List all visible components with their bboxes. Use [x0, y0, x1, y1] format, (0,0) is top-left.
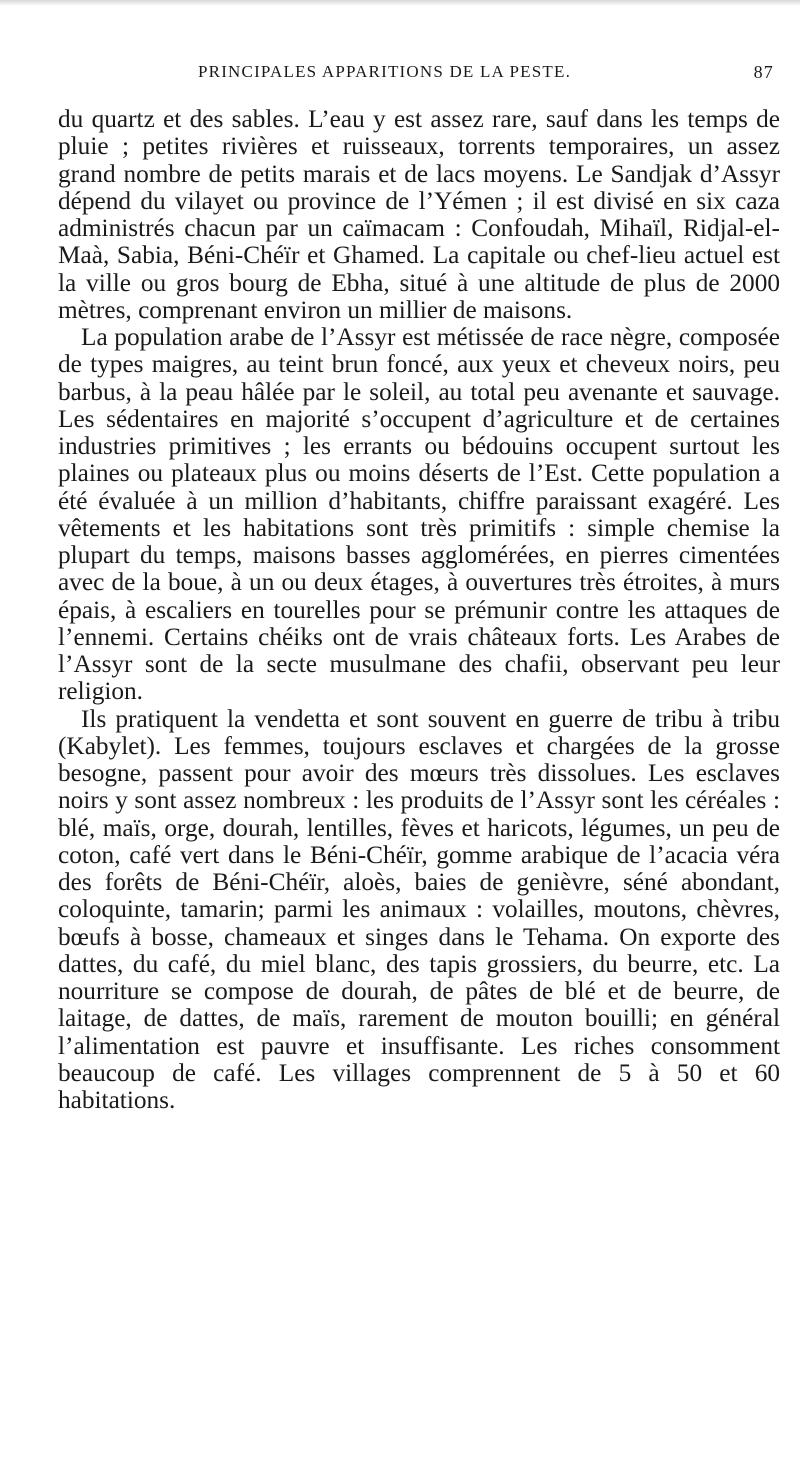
page-number: 87 [753, 62, 774, 82]
running-title: PRINCIPALES APPARITIONS DE LA PESTE. [198, 62, 572, 81]
body-text [58, 106, 780, 1114]
paragraph-1: du quartz et des sables. L’eau y est assez rare, sauf dans les temps de pluie ; petites rivières et ruisseaux, torrents temporaires, un assez grand nombre de petits marais et de lacs moyens. Le Sandjak d’Assyr dépend du vilayet ou province de l’Yémen ; il est divisé en six caza administrés chacun par un caïmacam : Confoudah, Mihaïl, Ridjal-el-Maà, Sabia, Béni-Chéïr et Ghamed. La capitale ou chef-lieu actuel est la ville ou gros bourg de Ebha, situé à une altitude de plus de 2000 mètres, comprenant environ un millier de maisons. [58, 105, 780, 324]
paragraph-3: Ils pratiquent la vendetta et sont souvent en guerre de tribu à tribu (Kabylet). Les femmes, toujours esclaves et chargées de la grosse besogne, passent pour avoir des mœurs très dissolues. Les esclaves noirs y sont assez nombreux : les produits de l’Assyr sont les céréales : blé, maïs, orge, dourah, lentilles, fèves et haricots, légumes, un peu de coton, café vert dans le Béni-Chéïr, gomme arabique de l’acacia véra des forêts de Béni-Chéïr, aloès, baies de genièvre, séné abondant, coloquinte, tamarin; parmi les animaux : volailles, moutons, chèvres, bœufs à bosse, chameaux et singes dans le Tehama. On exporte des dattes, du café, du miel blanc, des tapis grossiers, du beurre, etc. La nourriture se compose de dourah, de pâtes de blé et de beurre, de laitage, de dattes, de maïs, rarement de mouton bouilli; en général l’alimentation est pauvre et insuffisante. Les riches consomment beaucoup de café. Les villages comprennent de 5 à 50 et 60 habitations. [58, 704, 780, 1114]
paragraph-2: La population arabe de l’Assyr est métissée de race nègre, composée de types maigres, au teint brun foncé, aux yeux et cheveux noirs, peu barbus, à la peau hâlée par le soleil, au total peu avenante et sauvage. Les sédentaires en majorité s’occupent d’agriculture et de certaines industries primitives ; les errants ou bédouins occupent surtout les plaines ou plateaux plus ou moins déserts de l’Est. Cette population a été évaluée à un million d’habitants, chiffre paraissant exagéré. Les vêtements et les habitations sont très primitifs : simple chemise la plupart du temps, maisons basses agglomérées, en pierres cimentées avec de la boue, à un ou deux étages, à ouvertures très étroites, à murs épais, à escaliers en tourelles pour se prémunir contre les attaques de l’ennemi. Certains chéiks ont de vrais châteaux forts. Les Arabes de l’Assyr sont de la secte musulmane des chafii, observant peu leur religion. [58, 323, 780, 706]
running-header [58, 62, 780, 86]
scan-edge-shadow [0, 0, 800, 6]
